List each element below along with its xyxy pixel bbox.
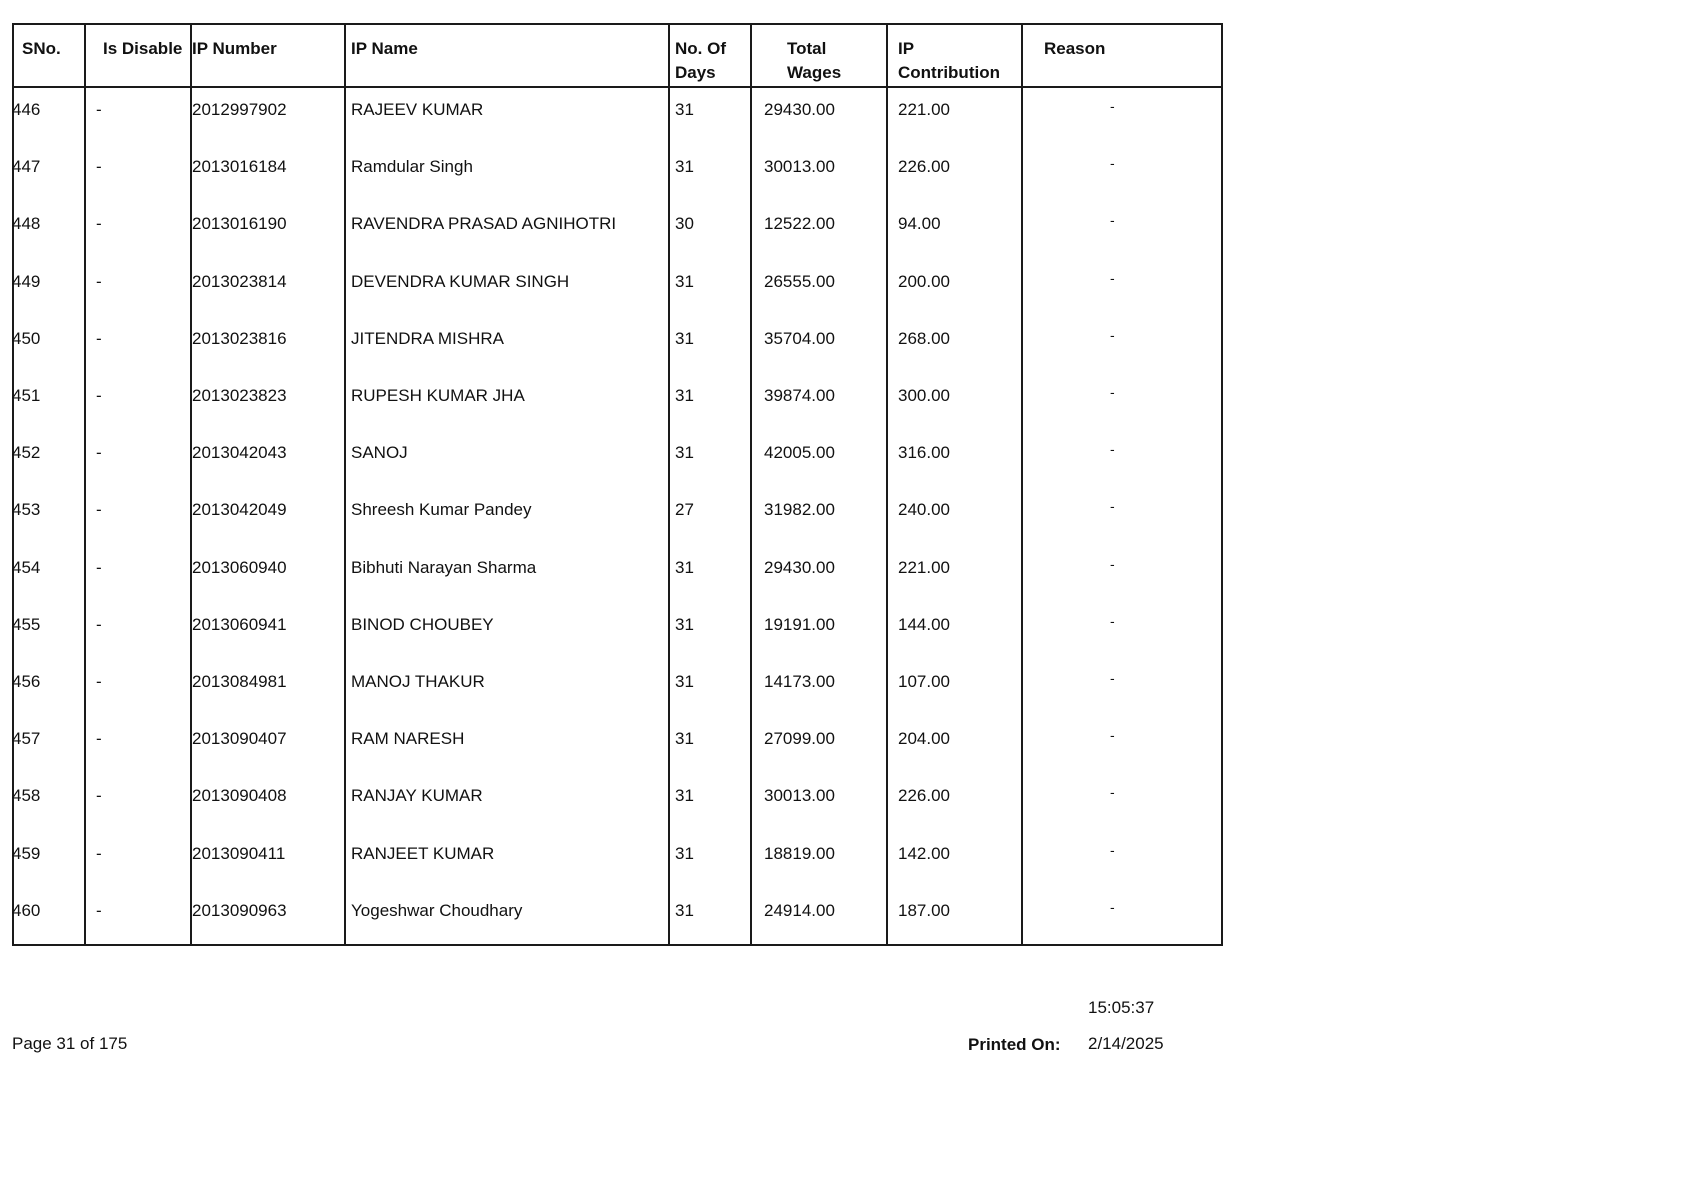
cell-ip-name: RAVENDRA PRASAD AGNIHOTRI <box>351 214 617 234</box>
cell-sno: 458 <box>12 786 41 806</box>
cell-contribution: 226.00 <box>898 786 950 806</box>
cell-reason: - <box>1110 269 1115 286</box>
cell-days: 31 <box>675 100 694 119</box>
cell-contribution: 226.00 <box>898 157 950 177</box>
cell-wages: 19191.00 <box>764 614 835 634</box>
cell-ip-number: 2013042049 <box>192 500 287 520</box>
cell-reason: - <box>1110 326 1115 343</box>
table-row <box>14 603 1221 660</box>
cell-is-disable: - <box>96 614 102 634</box>
table-row <box>14 374 1221 431</box>
table-row <box>14 145 1221 202</box>
cell-contribution: 142.00 <box>898 843 950 863</box>
cell-ip-number: 2013042043 <box>192 443 287 463</box>
cell-sno: 448 <box>12 214 41 234</box>
cell-ip-name: Shreesh Kumar Pandey <box>351 500 532 520</box>
cell-days: 31 <box>675 443 694 463</box>
header-ip-name <box>351 37 418 61</box>
cell-ip-name: Bibhuti Narayan Sharma <box>351 557 537 577</box>
cell-ip-number: 2013023823 <box>192 386 287 405</box>
header-wages <box>787 37 841 85</box>
table-row <box>14 317 1221 374</box>
cell-reason: - <box>1110 841 1115 858</box>
table-row <box>14 832 1221 889</box>
cell-reason: - <box>1110 555 1115 572</box>
cell-ip-name: RANJAY KUMAR <box>351 786 483 806</box>
cell-ip-name: JITENDRA MISHRA <box>351 328 505 348</box>
header-contribution <box>898 37 1000 85</box>
cell-ip-number: 2013060941 <box>192 614 287 634</box>
cell-sno: 453 <box>12 500 41 520</box>
cell-is-disable: - <box>96 729 102 749</box>
header-line: IP Name <box>351 39 418 58</box>
cell-days: 31 <box>675 614 694 634</box>
cell-sno: 459 <box>12 843 41 863</box>
table-row <box>14 260 1221 317</box>
cell-days: 31 <box>675 729 694 749</box>
header-ip-number <box>192 37 277 61</box>
header-line: No. Of <box>675 39 726 58</box>
cell-days: 31 <box>675 386 694 405</box>
cell-ip-number: 2013090411 <box>192 843 286 863</box>
header-line: Wages <box>787 63 842 82</box>
cell-reason: - <box>1110 441 1115 458</box>
cell-days: 31 <box>675 786 694 806</box>
cell-is-disable: - <box>96 443 102 463</box>
table-row <box>14 88 1221 145</box>
cell-sno: 446 <box>12 100 41 119</box>
header-line: Contribution <box>898 63 1000 82</box>
cell-ip-number: 2013090408 <box>192 786 287 806</box>
cell-sno: 456 <box>12 672 41 691</box>
table-row <box>14 202 1221 259</box>
cell-wages: 42005.00 <box>764 443 835 463</box>
cell-is-disable: - <box>96 672 102 691</box>
cell-ip-name: MANOJ THAKUR <box>351 672 485 691</box>
cell-reason: - <box>1110 612 1115 629</box>
cell-days: 31 <box>675 157 694 177</box>
cell-sno: 455 <box>12 614 41 634</box>
header-sno <box>22 37 61 61</box>
cell-wages: 26555.00 <box>764 271 835 291</box>
cell-wages: 35704.00 <box>764 328 835 348</box>
cell-is-disable: - <box>96 843 102 863</box>
cell-wages: 30013.00 <box>764 157 835 177</box>
cell-sno: 452 <box>12 443 41 463</box>
cell-days: 31 <box>675 328 694 348</box>
cell-wages: 29430.00 <box>764 100 835 119</box>
cell-sno: 447 <box>12 157 41 177</box>
header-line: IP <box>898 39 915 58</box>
cell-is-disable: - <box>96 500 102 520</box>
cell-sno: 449 <box>12 271 41 291</box>
cell-ip-name: RANJEET KUMAR <box>351 843 495 863</box>
cell-is-disable: - <box>96 386 102 405</box>
cell-reason: - <box>1110 384 1115 400</box>
cell-wages: 29430.00 <box>764 557 835 577</box>
cell-reason: - <box>1110 498 1115 515</box>
printed-on-label: Printed On: <box>968 1035 1061 1054</box>
cell-is-disable: - <box>96 100 102 119</box>
header-line: SNo. <box>22 39 61 58</box>
cell-is-disable: - <box>96 157 102 177</box>
table-row <box>14 889 1221 946</box>
cell-ip-number: 2013016184 <box>192 157 287 177</box>
cell-ip-number: 2013016190 <box>192 214 287 234</box>
cell-days: 31 <box>675 843 694 863</box>
cell-ip-number: 2013084981 <box>192 672 287 691</box>
cell-ip-name: SANOJ <box>351 443 408 463</box>
cell-contribution: 268.00 <box>898 328 950 348</box>
cell-wages: 30013.00 <box>764 786 835 806</box>
cell-days: 31 <box>675 557 694 577</box>
header-line: Reason <box>1044 39 1106 58</box>
cell-contribution: 316.00 <box>898 443 950 463</box>
table-row <box>14 774 1221 831</box>
cell-days: 31 <box>675 271 694 291</box>
cell-contribution: 240.00 <box>898 500 950 520</box>
header-line: Days <box>675 63 716 82</box>
header-reason <box>1044 37 1105 61</box>
cell-ip-number: 2013023814 <box>192 271 287 291</box>
cell-is-disable: - <box>96 557 102 577</box>
header-line: Total <box>787 39 827 58</box>
cell-contribution: 107.00 <box>898 672 950 691</box>
cell-reason: - <box>1110 898 1115 915</box>
cell-sno: 451 <box>12 386 41 405</box>
cell-sno: 454 <box>12 557 41 577</box>
cell-wages: 12522.00 <box>764 214 835 234</box>
cell-is-disable: - <box>96 900 102 920</box>
cell-sno: 460 <box>12 900 41 920</box>
cell-is-disable: - <box>96 271 102 291</box>
cell-days: 30 <box>675 214 694 234</box>
cell-wages: 24914.00 <box>764 900 835 920</box>
cell-is-disable: - <box>96 786 102 806</box>
cell-wages: 39874.00 <box>764 386 835 405</box>
table-row <box>14 546 1221 603</box>
cell-days: 27 <box>675 500 694 520</box>
cell-ip-name: DEVENDRA KUMAR SINGH <box>351 271 570 291</box>
cell-ip-name: Ramdular Singh <box>351 157 473 177</box>
cell-ip-number: 2013060940 <box>192 557 287 577</box>
cell-ip-name: Yogeshwar Choudhary <box>351 900 523 920</box>
table-row <box>14 660 1221 717</box>
cell-contribution: 144.00 <box>898 614 950 634</box>
cell-ip-number: 2013090963 <box>192 900 287 920</box>
cell-contribution: 300.00 <box>898 386 950 405</box>
cell-ip-number: 2013090407 <box>192 729 287 749</box>
header-days <box>675 37 726 85</box>
cell-reason: - <box>1110 155 1115 172</box>
cell-ip-name: RUPESH KUMAR JHA <box>351 386 525 405</box>
report-table <box>12 23 1223 946</box>
table-row <box>14 488 1221 545</box>
cell-contribution: 221.00 <box>898 100 950 119</box>
print-date: 2/14/2025 <box>1088 1034 1164 1053</box>
cell-sno: 457 <box>12 729 41 749</box>
cell-sno: 450 <box>12 328 41 348</box>
print-time: 15:05:37 <box>1088 998 1155 1017</box>
cell-ip-name: RAM NARESH <box>351 729 465 749</box>
cell-contribution: 204.00 <box>898 729 950 749</box>
cell-ip-number: 2013023816 <box>192 328 287 348</box>
cell-contribution: 187.00 <box>898 900 950 920</box>
cell-is-disable: - <box>96 328 102 348</box>
cell-wages: 14173.00 <box>764 672 835 691</box>
cell-contribution: 200.00 <box>898 271 950 291</box>
cell-wages: 31982.00 <box>764 500 835 520</box>
cell-reason: - <box>1110 212 1115 229</box>
table-row <box>14 431 1221 488</box>
header-line: IP Number <box>192 39 277 58</box>
cell-ip-name: BINOD CHOUBEY <box>351 614 494 634</box>
cell-reason: - <box>1110 784 1115 801</box>
cell-days: 31 <box>675 672 694 691</box>
cell-days: 31 <box>675 900 694 920</box>
cell-wages: 18819.00 <box>764 843 835 863</box>
cell-ip-name: RAJEEV KUMAR <box>351 100 484 119</box>
page-number: Page 31 of 175 <box>12 1034 128 1053</box>
cell-wages: 27099.00 <box>764 729 835 749</box>
cell-contribution: 94.00 <box>898 214 941 234</box>
header-line: Is Disable <box>103 39 183 58</box>
table-row <box>14 717 1221 774</box>
cell-reason: - <box>1110 98 1115 114</box>
header-is-disable <box>103 37 182 61</box>
cell-reason: - <box>1110 670 1115 686</box>
cell-ip-number: 2012997902 <box>192 100 287 119</box>
cell-is-disable: - <box>96 214 102 234</box>
cell-reason: - <box>1110 727 1115 744</box>
cell-contribution: 221.00 <box>898 557 950 577</box>
